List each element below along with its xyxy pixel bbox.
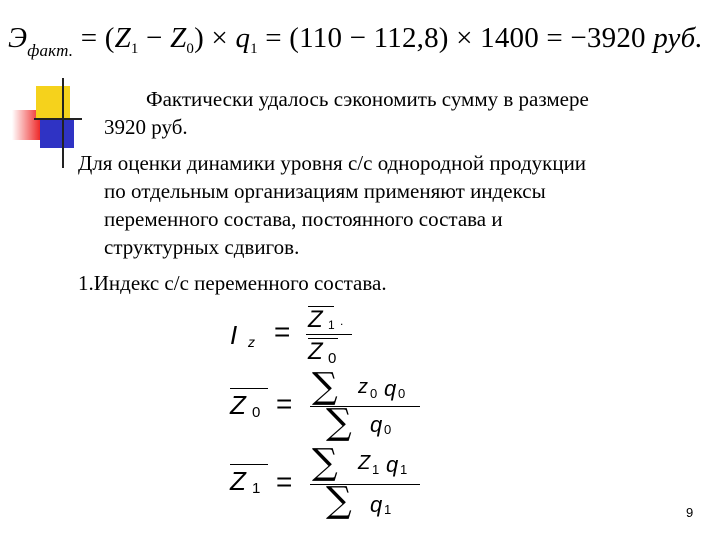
- formula-part: −: [138, 22, 171, 54]
- denominator-q-sub: 0: [384, 422, 392, 437]
- saved-text-line2: 3920 руб.: [104, 115, 188, 139]
- decorative-blue-block: [40, 118, 74, 148]
- numerator-q: q: [386, 452, 399, 477]
- fraction-bar: [306, 334, 352, 335]
- equals-sign: =: [276, 388, 293, 419]
- formula-lhs: Z: [230, 390, 246, 420]
- numerator-z: Z: [358, 452, 371, 474]
- denominator-q: q: [370, 492, 383, 517]
- saved-text-line1: Фактически удалось сэкономить сумму в размере: [146, 87, 589, 111]
- dynamics-text-line2: по отдельным организациям применяют индексы: [104, 179, 546, 203]
- formula-unit: руб.: [653, 22, 703, 54]
- formula-lhs: Z: [230, 466, 246, 496]
- index-i: I: [230, 320, 238, 350]
- dynamics-text-line1: Для оценки динамики уровня с/с однородной продукции: [78, 151, 587, 175]
- formula-q: q: [235, 22, 251, 54]
- fraction-numerator: Z: [308, 306, 323, 333]
- formula-q-sub: 1: [250, 41, 258, 57]
- numerator-z: z: [358, 376, 368, 398]
- formula-z1-sub: 1: [130, 41, 139, 57]
- overline: [230, 388, 268, 389]
- decorative-vertical-line: [62, 78, 64, 168]
- dynamics-text-line3: переменного состава, постоянного состава и: [104, 207, 503, 231]
- equals-sign: =: [274, 316, 291, 347]
- formula-lhs-sub: 0: [252, 404, 261, 421]
- formula-z0: Z: [170, 22, 187, 54]
- numerator-sub: 1: [328, 318, 335, 332]
- numerator-q: q: [384, 376, 397, 401]
- denominator-q-sub: 1: [384, 502, 392, 517]
- page-number: 9: [686, 505, 694, 520]
- avg-cost-current-formula: [228, 442, 438, 528]
- sum-sign: ∑: [312, 366, 338, 407]
- sum-sign: ∑: [326, 402, 352, 443]
- formula-z1: Z: [114, 22, 131, 54]
- formula-lhs: Э: [8, 22, 28, 54]
- numerator-z-sub: 0: [370, 386, 378, 401]
- decorative-horizontal-line: [34, 118, 82, 120]
- formula-part: = (110 − 112,8) × 1400 = −3920: [257, 22, 654, 54]
- index-variable-formula: [228, 302, 358, 372]
- sum-sign: ∑: [312, 442, 338, 483]
- avg-cost-base-formula: [228, 366, 438, 448]
- fraction-denominator: Z: [308, 338, 323, 365]
- savings-formula: [8, 22, 703, 61]
- index-heading: 1.Индекс с/с переменного состава.: [78, 271, 387, 295]
- numerator-q-sub: 0: [398, 386, 406, 401]
- denominator-q: q: [370, 412, 383, 437]
- formula-lhs-sub: 1: [252, 480, 261, 497]
- equals-sign: =: [276, 466, 293, 497]
- formula-part: = (: [73, 22, 115, 54]
- numerator-z-sub: 1: [372, 462, 380, 477]
- numerator-q-sub: 1: [400, 462, 408, 477]
- formula-z0-sub: 0: [186, 41, 195, 57]
- denominator-sub: 0: [328, 350, 337, 367]
- formula-part: ) ×: [194, 22, 236, 54]
- numerator-dot: .: [340, 314, 344, 328]
- formula-lhs-sub: факт.: [27, 41, 74, 60]
- index-i-sub: z: [248, 334, 255, 350]
- sum-sign: ∑: [326, 480, 352, 521]
- decorative-yellow-block: [36, 86, 70, 118]
- dynamics-text-line4: структурных сдвигов.: [104, 235, 300, 259]
- overline: [230, 464, 268, 465]
